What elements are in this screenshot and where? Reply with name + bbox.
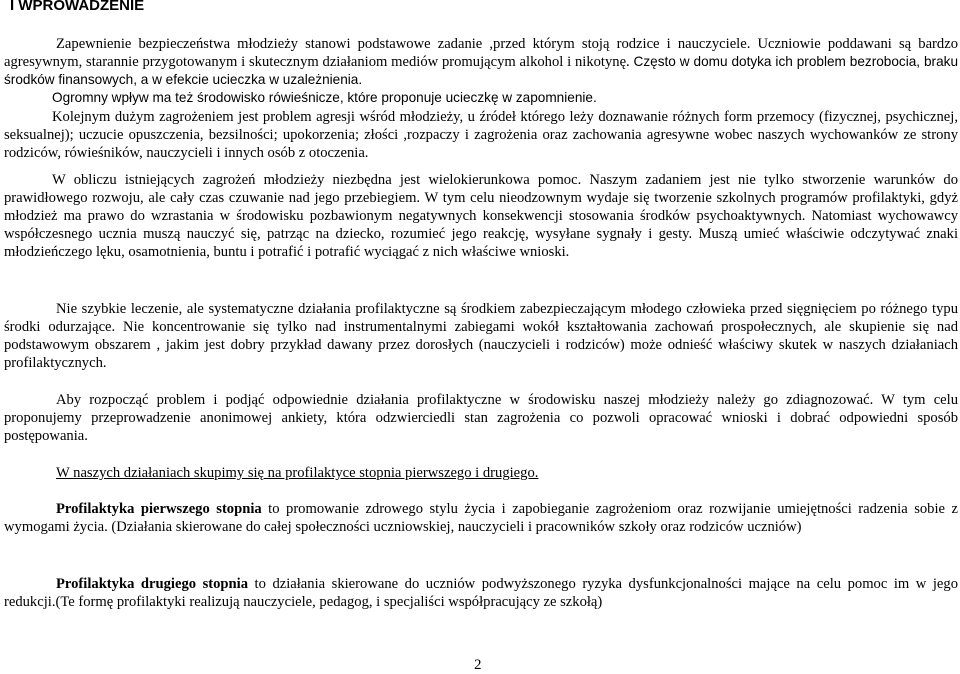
paragraph-aggression: Kolejnym dużym zagrożeniem jest problem agresji wśród młodzieży, u źródeł którego leży doznawanie różnych form przemocy (fizycznej, psychicznej, seksualnej); uczucie opuszczenia, bezsilności; upokorzenia; złości ,rozpaczy i zagrożenia oraz zachowania agresywne wobec naszych wychowanków ze strony rodziców, rówieśników, nauczycieli i innych osób z otoczenia. — [4, 109, 958, 161]
focus-underlined-text: W naszych działaniach skupimy się na profilaktyce stopnia pierwszego i drugiego. — [56, 465, 539, 481]
paragraph-intro-continued: Często w domu dotyka ich problem bezrobocia, braku środków finansowych, a w efekcie ucieczka w uzależnienia. — [4, 54, 958, 87]
first-degree-description: to promowanie zdrowego stylu życia i zapobieganie zagrożeniom oraz rozwijanie umiejętności radzenia sobie z wymogami życia. (Działania skierowane do całej społeczności uczniowskiej, nauczycieli i pracowników szkoły oraz rodziców uczniów) — [4, 501, 958, 535]
paragraph-peer-influence: Ogromny wpływ ma też środowisko rówieśnicze, które proponuje ucieczkę w zapomnienie. — [52, 90, 597, 105]
paragraph-second-degree — [4, 575, 958, 611]
paragraph-intro — [4, 35, 958, 89]
page-number: 2 — [474, 657, 482, 673]
first-degree-term: Profilaktyka pierwszego stopnia — [56, 501, 262, 517]
paragraph-intro-text: Zapewnienie bezpieczeństwa młodzieży stanowi podstawowe zadanie ,przed którym stoją rodzice i nauczyciele. Uczniowie poddawani są bardzo agresywnym, starannie przygotowanym i skutecznym działaniom mediów promującym alkohol i nikotynę. — [4, 36, 958, 70]
second-degree-term: Profilaktyka drugiego stopnia — [56, 576, 249, 592]
paragraph-help-needed: W obliczu istniejących zagrożeń młodzieży niezbędna jest wielokierunkowa pomoc. Naszym zadaniem jest nie tylko stworzenie warunków do prawidłowego rozwoju, ale cały czas czuwanie nad jego przebiegiem. W tym celu nieodzownym wydaje się tworzenie szkolnych programów profilaktyki, gdyż młodzież ma prawo do wzrastania w środowisku pozbawionym negatywnych konsekwencji stosowania środków psychoaktywnych. Natomiast wychowawcy współczesnego ucznia muszą nauczyć się, patrząc na dziecko, rozumieć jego reakcję, wysyłane sygnały i gesty. Muszą umieć właściwie odczytywać znaki młodzieńczego lęku, osamotnienia, buntu i potrafić i potrafić wyciągać z nich właściwe wnioski. — [4, 172, 958, 260]
second-degree-description: to działania skierowane do uczniów podwyższonego ryzyka dysfunkcjonalności mające na celu pomoc im w jego redukcji.(Te formę profilaktyki realizują nauczyciele, pedagog, i specjaliści współpracujący ze szkołą) — [4, 576, 958, 610]
paragraph-prevention: Nie szybkie leczenie, ale systematyczne działania profilaktyczne są środkiem zabezpieczającym młodego człowieka przed sięgnięciem po różnego typu środki odurzające. Nie koncentrowanie się tylko nad instrumentalnymi zabiegami wokół kształtowania zachowań prospołecznych, ale skupienie się nad podstawowym obszarem , jakim jest dobry przykład dawany przez dorosłych (nauczycieli i rodziców) może odnieść właściwy skutek w naszych działaniach profilaktycznych. — [4, 301, 958, 371]
paragraph-diagnosis: Aby rozpocząć problem i podjąć odpowiednie działania profilaktyczne w środowisku naszej młodzieży należy go zdiagnozować. W tym celu proponujemy przeprowadzenie anonimowej ankiety, która odzwierciedli stan zagrożenia co pozwoli opracować wnioski i dobrać odpowiedni sposób postępowania. — [4, 392, 958, 444]
paragraph-first-degree — [4, 500, 958, 536]
section-heading: I WPROWADZENIE — [10, 0, 145, 14]
paragraph-focus — [4, 464, 958, 482]
